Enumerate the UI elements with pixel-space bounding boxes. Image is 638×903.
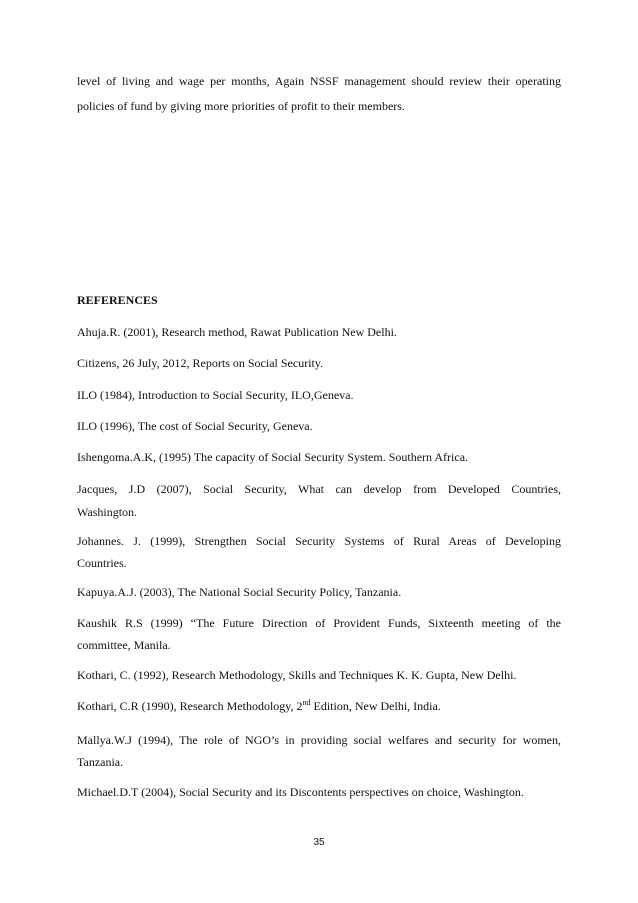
reference-entry: Kapuya.A.J. (2003), The National Social Security Policy, Tanzania. xyxy=(77,585,402,599)
reference-entry: Ishengoma.A.K, (1995) The capacity of Social Security System. Southern Africa. xyxy=(77,450,469,464)
reference-entry: Michael.D.T (2004), Social Security and its Discontents perspectives on choice, Washington. xyxy=(77,785,524,799)
reference-entry-continuation: Tanzania. xyxy=(77,755,124,769)
reference-entry-continuation: Washington. xyxy=(77,505,138,519)
reference-entry: ILO (1996), The cost of Social Security, Geneva. xyxy=(77,419,313,433)
body-text-line-2: policies of fund by giving more priorities of profit to their members. xyxy=(77,99,405,113)
reference-entry-continuation: committee, Manila. xyxy=(77,638,171,652)
reference-entry xyxy=(77,698,561,714)
reference-entry: Ahuja.R. (2001), Research method, Rawat Publication New Delhi. xyxy=(77,325,397,339)
reference-entry: ILO (1984), Introduction to Social Security, ILO,Geneva. xyxy=(77,388,354,402)
page-number: 35 xyxy=(313,837,325,848)
reference-text: Kothari, C.R (1990), Research Methodology, 2 xyxy=(77,699,303,713)
reference-entry: Citizens, 26 July, 2012, Reports on Social Security. xyxy=(77,356,324,370)
reference-entry-continuation: Countries. xyxy=(77,556,127,570)
body-text-line-1: level of living and wage per months, Again NSSF management should review their operating xyxy=(77,74,561,88)
reference-entry: Kothari, C. (1992), Research Methodology, Skills and Techniques K. K. Gupta, New Delhi. xyxy=(77,668,517,682)
reference-entry: Jacques, J.D (2007), Social Security, What can develop from Developed Countries, xyxy=(77,482,561,496)
reference-text: Edition, New Delhi, India. xyxy=(310,699,441,713)
reference-entry: Johannes. J. (1999), Strengthen Social Security Systems of Rural Areas of Developing xyxy=(77,534,561,548)
reference-entry: Kaushik R.S (1999) “The Future Direction of Provident Funds, Sixteenth meeting of the xyxy=(77,616,561,630)
ordinal-superscript: nd xyxy=(302,698,311,707)
references-heading: REFERENCES xyxy=(77,293,158,307)
reference-entry: Mallya.W.J (1994), The role of NGO’s in providing social welfares and security for women, xyxy=(77,733,561,747)
